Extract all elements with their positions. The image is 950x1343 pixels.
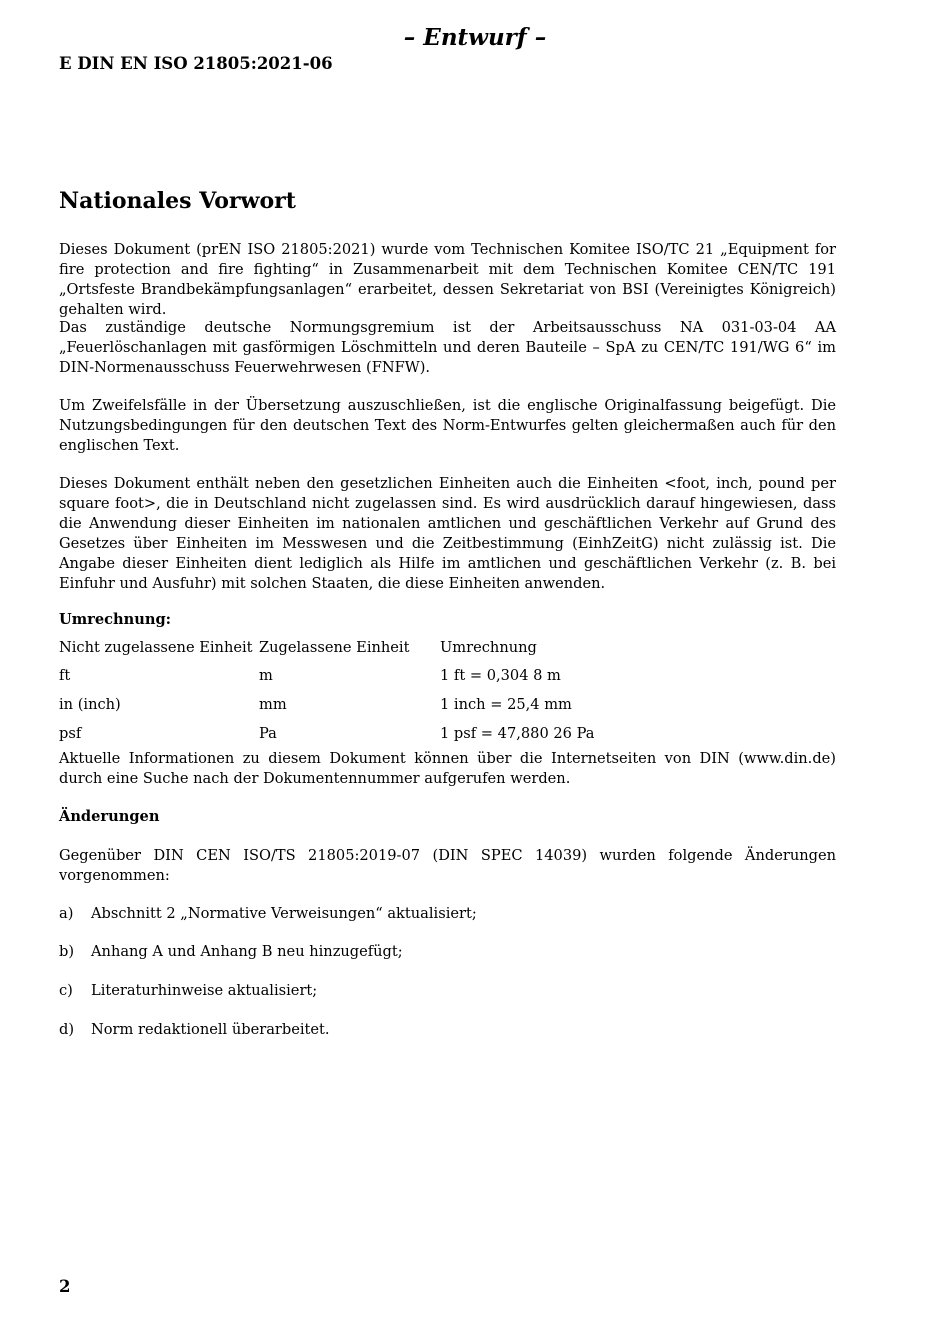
table-cell: psf xyxy=(59,725,82,742)
document-id: E DIN EN ISO 21805:2021-06 xyxy=(59,54,333,73)
list-item-marker: c) xyxy=(59,982,73,999)
table-cell: mm xyxy=(259,696,287,713)
table-header-cell: Umrechnung xyxy=(440,639,537,656)
table-cell: m xyxy=(259,667,273,684)
list-item: Abschnitt 2 „Normative Verweisungen“ aktualisiert; xyxy=(91,905,477,922)
paragraph-units: Dieses Dokument enthält neben den gesetzlichen Einheiten auch die Einheiten <foot, inch, pound per square foot>, die in Deutschland nicht zugelassen sind. Es wird ausdrücklich darauf hingewiesen, dass die Anwendung dieser Einheiten im nationalen amtlichen und geschäftlichen Verkehr auf Grund des Gesetzes über Einheiten im Messwesen und die Zeitbestimmung (EinhZeitG) nicht zulässig ist. Die Angabe dieser Einheiten dient lediglich als Hilfe im amtlichen und geschäftlichen Verkehr (z. B. bei Einfuhr und Ausfuhr) mit solchen Staaten, die diese Einheiten anwenden. xyxy=(59,475,836,592)
table-cell: in (inch) xyxy=(59,696,121,713)
list-item: Literaturhinweise aktualisiert; xyxy=(91,982,318,999)
table-cell: Pa xyxy=(259,725,277,742)
paragraph-translation: Um Zweifelsfälle in der Übersetzung auszuschließen, ist die englische Originalfassung beigefügt. Die Nutzungsbedingungen für den deutschen Text des Norm-Entwurfes gelten gleichermaßen auch für den englischen Text. xyxy=(59,397,836,454)
draft-label: – Entwurf – xyxy=(403,24,547,51)
table-cell: ft xyxy=(59,667,71,684)
table-header-cell: Zugelassene Einheit xyxy=(259,639,410,656)
list-item: Norm redaktionell überarbeitet. xyxy=(91,1021,330,1038)
conversion-heading: Umrechnung: xyxy=(59,611,172,628)
section-title: Nationales Vorwort xyxy=(59,188,296,214)
paragraph-national-body: Das zuständige deutsche Normungsgremium ist der Arbeitsausschuss NA 031-03-04 AA „Feuerlöschanlagen mit gasförmigen Löschmitteln und deren Bauteile – SpA zu CEN/TC 191/WG 6“ im DIN-Normenausschuss Feuerwehrwesen (FNFW). xyxy=(59,319,836,376)
changes-heading: Änderungen xyxy=(59,808,160,825)
table-cell: 1 ft = 0,304 8 m xyxy=(440,667,561,684)
list-item-marker: d) xyxy=(59,1021,75,1038)
table-header-cell: Nicht zugelassene Einheit xyxy=(59,639,253,656)
paragraph-committee: Dieses Dokument (prEN ISO 21805:2021) wurde vom Technischen Komitee ISO/TC 21 „Equipment for fire protection and fire fighting“ in Zusammenarbeit mit dem Technischen Komitee CEN/TC 191 „Ortsfeste Brandbekämpfungsanlagen“ erarbeitet, dessen Sekretariat von BSI (Vereinigtes Königreich) gehalten wird. xyxy=(59,241,836,318)
page-number: 2 xyxy=(59,1277,71,1296)
changes-intro: Gegenüber DIN CEN ISO/TS 21805:2019-07 (DIN SPEC 14039) wurden folgende Änderungen vorgenommen: xyxy=(59,847,836,884)
list-item-marker: a) xyxy=(59,905,74,922)
table-cell: 1 inch = 25,4 mm xyxy=(440,696,572,713)
list-item: Anhang A und Anhang B neu hinzugefügt; xyxy=(91,943,403,960)
paragraph-info: Aktuelle Informationen zu diesem Dokument können über die Internetseiten von DIN (www.din.de) durch eine Suche nach der Dokumentennummer aufgerufen werden. xyxy=(59,750,836,787)
table-cell: 1 psf = 47,880 26 Pa xyxy=(440,725,595,742)
list-item-marker: b) xyxy=(59,943,75,960)
